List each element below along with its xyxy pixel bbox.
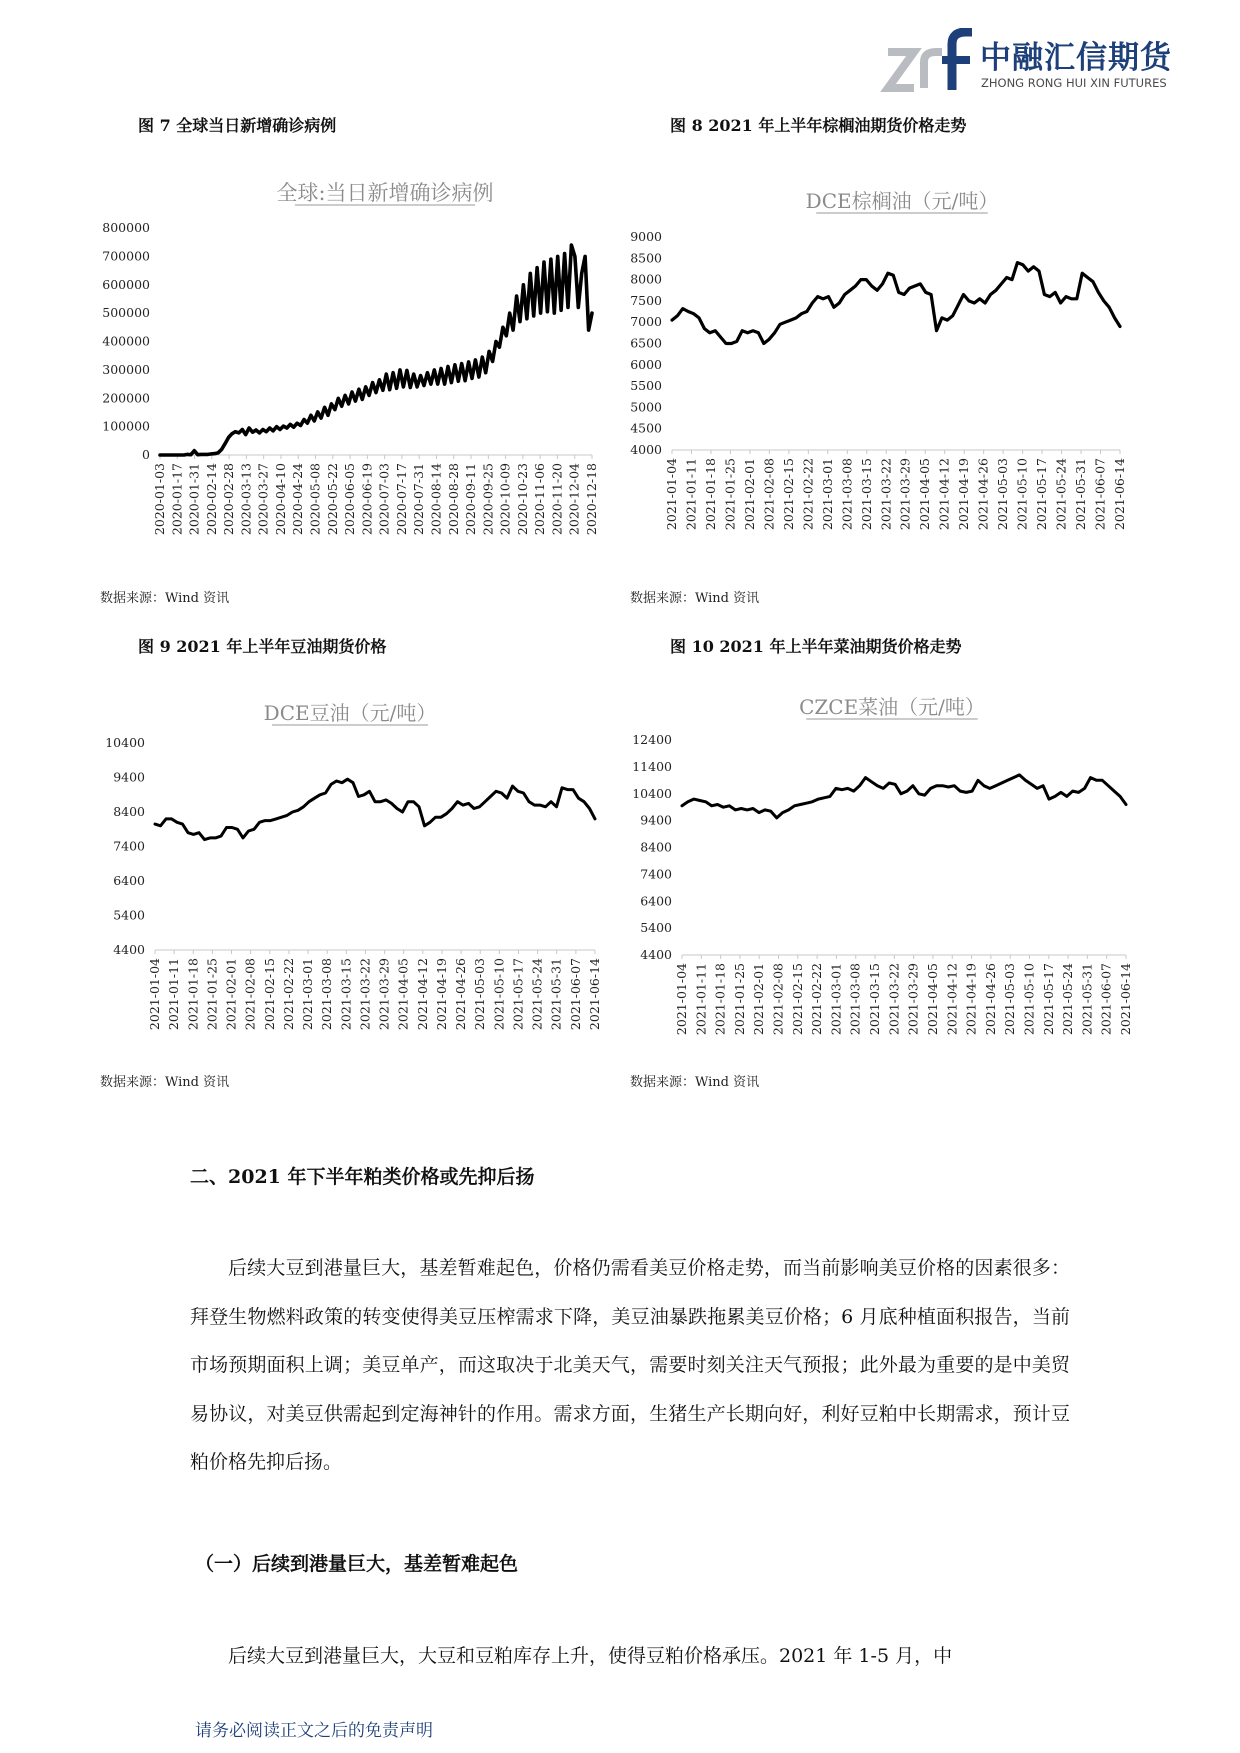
y-tick-label: 400000 xyxy=(102,333,150,349)
y-tick-label: 5400 xyxy=(113,907,145,923)
company-logo xyxy=(880,28,1180,94)
x-tick-label: 2021-02-08 xyxy=(242,958,258,1031)
chart-svg xyxy=(630,160,1150,580)
y-tick-label: 0 xyxy=(142,447,150,462)
y-tick-label: 100000 xyxy=(102,418,150,434)
x-tick-label: 2021-04-26 xyxy=(975,458,991,531)
y-tick-label: 7400 xyxy=(113,838,145,854)
x-tick-label: 2021-03-29 xyxy=(897,458,913,531)
x-tick-label: 2021-05-31 xyxy=(1073,457,1089,531)
x-tick-label: 2020-08-28 xyxy=(445,463,461,536)
y-tick-label: 700000 xyxy=(102,248,150,264)
y-tick-label: 4000 xyxy=(630,442,662,457)
x-tick-label: 2021-04-26 xyxy=(982,963,998,1036)
x-tick-label: 2021-01-11 xyxy=(683,458,699,531)
y-tick-label: 5500 xyxy=(630,378,662,394)
x-tick-label: 2021-04-19 xyxy=(433,958,449,1031)
y-tick-label: 8400 xyxy=(640,839,672,855)
x-tick-label: 2021-02-01 xyxy=(751,963,767,1036)
x-tick-label: 2021-02-22 xyxy=(800,458,816,531)
x-tick-label: 2021-06-07 xyxy=(1098,963,1114,1036)
x-tick-label: 2020-10-23 xyxy=(514,463,530,536)
x-tick-label: 2021-05-31 xyxy=(1079,963,1095,1036)
x-tick-label: 2021-02-22 xyxy=(809,963,825,1036)
y-tick-label: 6400 xyxy=(640,893,672,909)
x-tick-label: 2021-04-19 xyxy=(956,458,972,531)
y-tick-label: 4400 xyxy=(113,942,145,957)
x-tick-label: 2021-01-04 xyxy=(674,963,689,1036)
y-tick-label: 7500 xyxy=(630,292,662,308)
x-tick-label: 2020-03-27 xyxy=(255,463,271,536)
x-tick-label: 2020-02-28 xyxy=(221,463,237,536)
y-tick-label: 4500 xyxy=(630,420,662,436)
chart-czce-rapeseed-oil xyxy=(630,680,1150,1084)
x-tick-label: 2021-05-31 xyxy=(548,958,564,1031)
footer-disclaimer: 请务必阅读正文之后的免责声明 xyxy=(195,1721,433,1741)
x-tick-label: 2021-03-08 xyxy=(839,458,855,531)
x-tick-label: 2021-05-10 xyxy=(1021,963,1037,1036)
y-tick-label: 7400 xyxy=(640,866,672,882)
x-tick-label: 2021-05-10 xyxy=(491,958,507,1031)
x-tick-label: 2021-03-01 xyxy=(819,458,835,531)
figure-8-source: 数据来源：Wind 资讯 xyxy=(630,591,760,606)
x-tick-label: 2021-06-07 xyxy=(1092,458,1108,531)
x-tick-label: 2021-06-14 xyxy=(1112,458,1127,531)
x-tick-label: 2020-05-22 xyxy=(324,463,340,536)
x-tick-label: 2020-01-31 xyxy=(186,463,202,536)
figure-8-title: 图 8 2021 年上半年棕榈油期货价格走势 xyxy=(670,116,967,135)
x-tick-label: 2021-03-22 xyxy=(886,963,902,1036)
y-tick-label: 5400 xyxy=(640,920,672,936)
chart-svg xyxy=(100,160,620,580)
x-tick-label: 2021-05-03 xyxy=(995,458,1011,531)
x-tick-label: 2021-01-11 xyxy=(693,963,709,1036)
x-tick-label: 2021-01-04 xyxy=(147,958,162,1031)
x-tick-label: 2021-06-14 xyxy=(1118,963,1133,1036)
x-tick-label: 2021-03-15 xyxy=(338,958,354,1031)
x-tick-label: 2021-01-25 xyxy=(204,958,220,1031)
x-tick-label: 2021-01-25 xyxy=(722,458,738,531)
x-tick-label: 2021-01-18 xyxy=(185,958,201,1031)
series-line xyxy=(160,245,592,455)
x-tick-label: 2021-05-10 xyxy=(1014,458,1030,531)
x-tick-label: 2021-02-22 xyxy=(280,958,296,1031)
y-tick-label: 5000 xyxy=(630,399,662,415)
y-tick-label: 6400 xyxy=(113,873,145,888)
series-line xyxy=(155,779,595,839)
x-tick-label: 2020-10-09 xyxy=(497,463,513,536)
x-tick-label: 2021-05-17 xyxy=(1034,458,1050,531)
x-tick-label: 2021-06-07 xyxy=(567,958,583,1031)
x-tick-label: 2021-06-14 xyxy=(587,958,602,1031)
x-tick-label: 2021-05-03 xyxy=(1002,963,1018,1036)
x-tick-label: 2020-07-17 xyxy=(393,463,409,536)
x-tick-label: 2021-03-08 xyxy=(847,963,863,1036)
x-tick-label: 2020-11-20 xyxy=(549,463,565,536)
y-tick-label: 8000 xyxy=(630,271,662,287)
y-tick-label: 9400 xyxy=(640,812,672,828)
figure-7-title: 图 7 全球当日新增确诊病例 xyxy=(138,116,337,135)
paragraph-2-text: 后续大豆到港量巨大，大豆和豆粕库存上升，使得豆粕价格承压。2021 年 1-5 月，中 xyxy=(228,1645,953,1667)
y-tick-label: 4400 xyxy=(640,947,672,962)
x-tick-label: 2021-01-04 xyxy=(664,458,679,531)
x-tick-label: 2021-04-12 xyxy=(944,963,960,1036)
y-tick-label: 200000 xyxy=(102,390,150,406)
x-tick-label: 2021-02-15 xyxy=(261,958,277,1031)
x-tick-label: 2021-03-29 xyxy=(905,963,921,1036)
x-tick-label: 2021-02-08 xyxy=(770,963,786,1036)
x-tick-label: 2021-03-29 xyxy=(376,958,392,1031)
figure-7-source: 数据来源：Wind 资讯 xyxy=(100,591,230,606)
x-tick-label: 2021-03-15 xyxy=(858,458,874,531)
x-tick-label: 2021-05-24 xyxy=(1060,963,1076,1036)
x-tick-label: 2020-05-08 xyxy=(307,463,323,536)
x-tick-label: 2020-03-13 xyxy=(238,463,254,536)
x-tick-label: 2021-03-22 xyxy=(357,958,373,1031)
x-tick-label: 2020-08-14 xyxy=(428,463,444,536)
y-tick-label: 9000 xyxy=(630,229,662,244)
chart-svg xyxy=(100,680,620,1080)
paragraph-1 xyxy=(190,1244,1070,1487)
chart-dce-palm-oil xyxy=(630,160,1150,584)
x-tick-label: 2021-04-12 xyxy=(414,958,430,1031)
x-tick-label: 2020-04-24 xyxy=(290,463,306,536)
x-tick-label: 2021-01-18 xyxy=(702,458,718,531)
x-tick-label: 2020-04-10 xyxy=(272,463,288,536)
x-tick-label: 2021-03-22 xyxy=(878,458,894,531)
x-tick-label: 2021-05-24 xyxy=(1053,458,1069,531)
x-tick-label: 2021-02-08 xyxy=(761,458,777,531)
chart-title: CZCE菜油（元/吨） xyxy=(799,695,985,719)
series-line xyxy=(672,263,1120,344)
x-tick-label: 2020-01-03 xyxy=(152,463,167,536)
section-heading-2: 二、2021 年下半年粕类价格或先抑后扬 xyxy=(190,1166,535,1188)
y-tick-label: 8400 xyxy=(113,804,145,819)
series-line xyxy=(682,775,1126,818)
y-tick-label: 12400 xyxy=(632,732,672,747)
x-tick-label: 2021-02-15 xyxy=(780,458,796,531)
y-tick-label: 7000 xyxy=(630,314,662,330)
x-tick-label: 2020-09-11 xyxy=(463,463,479,536)
x-tick-label: 2021-04-26 xyxy=(453,958,469,1031)
y-tick-label: 8500 xyxy=(630,250,662,266)
x-tick-label: 2020-01-17 xyxy=(169,463,185,536)
x-tick-label: 2020-11-06 xyxy=(532,463,548,536)
logo-mark-icon xyxy=(880,28,975,94)
chart-dce-soybean-oil xyxy=(100,680,620,1084)
x-tick-label: 2021-04-05 xyxy=(917,458,933,531)
y-tick-label: 6000 xyxy=(630,356,662,372)
paragraph-1-text: 后续大豆到港量巨大，基差暂难起色，价格仍需看美豆价格走势，而当前影响美豆价格的因素很多：拜登生物燃料政策的转变使得美豆压榨需求下降，美豆油暴跌拖累美豆价格；6 月底种植面积报告，当前市场预期面积上调；美豆单产，而这取决于北美天气，需要时刻关注天气预报；此外最为重要的是中美贸易协议，对美豆供需起到定海神针的作用。需求方面，生猪生产长期向好，利好豆粕中长期需求，预计豆粕价格先抑后扬。 xyxy=(190,1257,1070,1473)
x-tick-label: 2021-02-15 xyxy=(789,963,805,1036)
y-tick-label: 6500 xyxy=(630,335,662,351)
x-tick-label: 2021-03-08 xyxy=(319,958,335,1031)
x-tick-label: 2020-09-25 xyxy=(480,463,496,536)
chart-title: 全球:当日新增确诊病例 xyxy=(276,181,494,205)
x-tick-label: 2021-02-01 xyxy=(741,458,757,531)
chart-global-daily-cases xyxy=(100,160,620,584)
x-tick-label: 2021-04-12 xyxy=(936,458,952,531)
x-tick-label: 2020-02-14 xyxy=(203,463,219,536)
x-tick-label: 2020-06-05 xyxy=(342,463,358,536)
x-tick-label: 2021-01-11 xyxy=(166,958,182,1031)
y-tick-label: 800000 xyxy=(102,220,150,235)
y-tick-label: 10400 xyxy=(632,785,672,801)
figure-10-source: 数据来源：Wind 资讯 xyxy=(630,1075,760,1090)
x-tick-label: 2021-01-18 xyxy=(712,963,728,1036)
paragraph-2 xyxy=(190,1632,1070,1681)
chart-svg xyxy=(630,680,1150,1080)
x-tick-label: 2021-03-15 xyxy=(867,963,883,1036)
x-tick-label: 2020-07-03 xyxy=(376,463,392,536)
company-name-en: ZHONG RONG HUI XIN FUTURES xyxy=(981,76,1167,90)
x-tick-label: 2021-04-19 xyxy=(963,963,979,1036)
y-tick-label: 11400 xyxy=(632,758,672,774)
x-tick-label: 2021-03-01 xyxy=(300,958,316,1031)
x-tick-label: 2021-03-01 xyxy=(828,963,844,1036)
x-tick-label: 2021-05-03 xyxy=(472,958,488,1031)
x-tick-label: 2020-12-18 xyxy=(584,463,599,536)
x-tick-label: 2020-07-31 xyxy=(411,463,427,536)
figure-10-title: 图 10 2021 年上半年菜油期货价格走势 xyxy=(670,637,962,656)
x-tick-label: 2021-05-24 xyxy=(529,958,545,1031)
figure-9-title: 图 9 2021 年上半年豆油期货价格 xyxy=(138,637,387,656)
x-tick-label: 2021-04-05 xyxy=(924,963,940,1036)
y-tick-label: 600000 xyxy=(102,276,150,292)
chart-title: DCE豆油（元/吨） xyxy=(263,701,437,725)
x-tick-label: 2021-02-01 xyxy=(223,958,239,1031)
company-name-cn: 中融汇信期货 xyxy=(980,40,1172,76)
x-tick-label: 2020-06-19 xyxy=(359,463,375,536)
sub-heading-1: （一）后续到港量巨大，基差暂难起色 xyxy=(195,1553,519,1575)
x-tick-label: 2020-12-04 xyxy=(566,462,582,536)
y-tick-label: 300000 xyxy=(102,361,150,377)
x-tick-label: 2021-05-17 xyxy=(1040,963,1056,1036)
y-tick-label: 10400 xyxy=(105,735,145,750)
figure-9-source: 数据来源：Wind 资讯 xyxy=(100,1075,230,1090)
y-tick-label: 9400 xyxy=(113,769,145,785)
y-tick-label: 500000 xyxy=(102,305,150,321)
x-tick-label: 2021-04-05 xyxy=(395,958,411,1031)
chart-title: DCE棕榈油（元/吨） xyxy=(805,189,999,213)
x-tick-label: 2021-05-17 xyxy=(510,958,526,1031)
x-tick-label: 2021-01-25 xyxy=(731,963,747,1036)
